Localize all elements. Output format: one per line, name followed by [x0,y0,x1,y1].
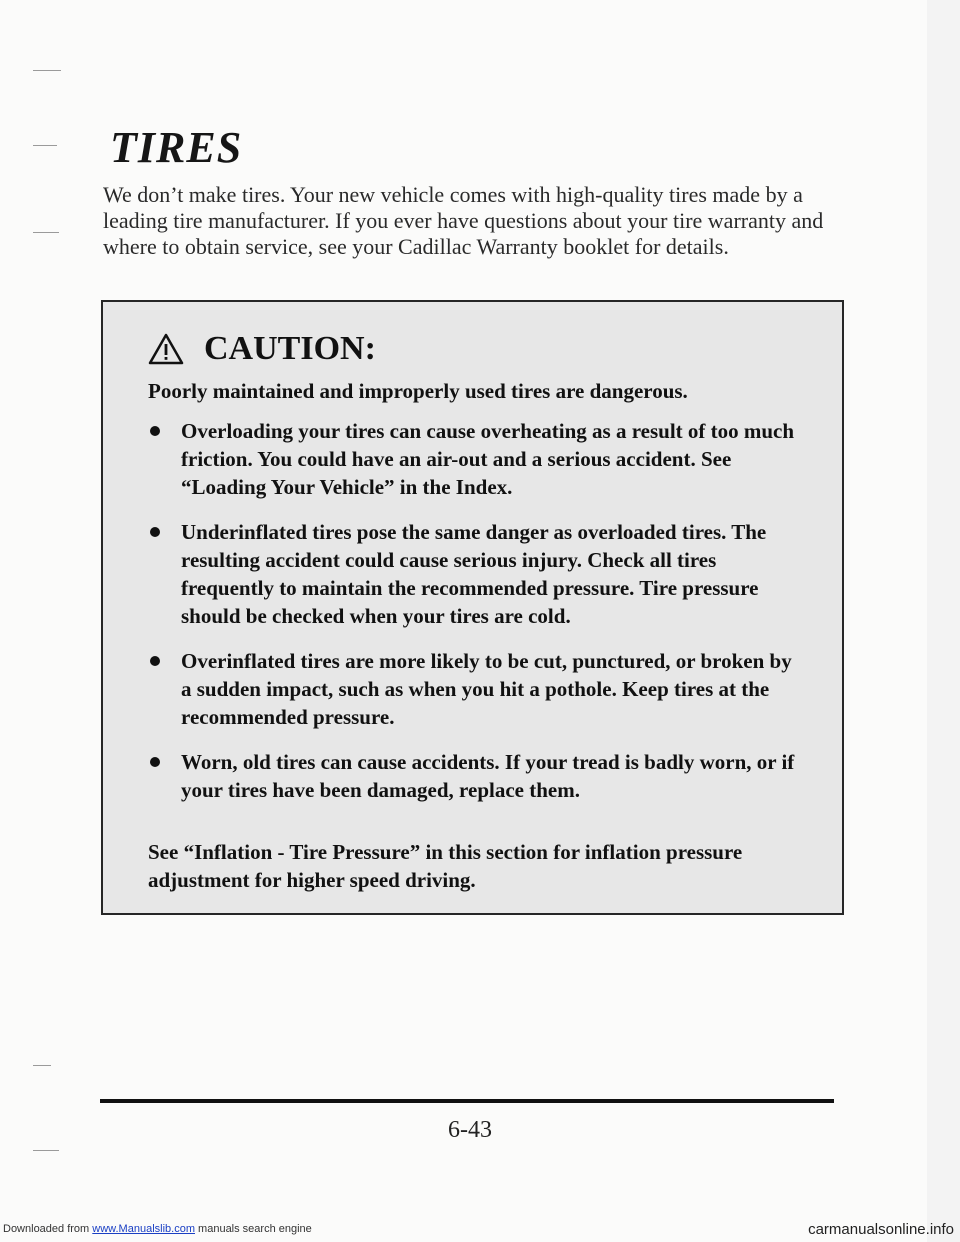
bullet-icon [150,656,160,666]
caution-bullet [148,647,798,731]
caution-bullet-text: Underinflated tires pose the same danger as overloaded tires. The resulting accident could cause serious injury. Check all tires frequently to maintain the recommended pressure. Tire pressure should be checked when your tires are cold. [181,520,767,628]
caution-lead: Poorly maintained and improperly used tires are dangerous. [148,379,688,403]
footer-rule [100,1099,834,1103]
watermark-suffix: manuals search engine [198,1223,312,1235]
caution-bullet-text: Overloading your tires can cause overheating as a result of too much friction. You could have an air-out and a serious accident. See “Loading Your Vehicle” in the Index. [181,419,795,499]
manualslib-link[interactable]: www.Manualslib.com [92,1223,195,1235]
margin-mark [33,232,59,233]
watermark-site: carmanualsonline.info [808,1221,954,1238]
page-number: 6-43 [448,1117,492,1143]
watermark-source [3,1223,312,1235]
margin-mark [33,1150,59,1151]
section-title: TIRES [110,123,243,172]
caution-heading-text: CAUTION: [204,330,376,367]
caution-bullet-text: Worn, old tires can cause accidents. If your tread is badly worn, or if your tires have been damaged, replace them. [181,750,795,802]
caution-bullet-text: Overinflated tires are more likely to be cut, punctured, or broken by a sudden impact, such as when you hit a pothole. Keep tires at the recommended pressure. [181,649,792,729]
margin-mark [33,145,57,146]
watermark-bar [0,1219,960,1242]
caution-bullet-list [148,417,798,821]
caution-footer: See “Inflation - Tire Pressure” in this section for inflation pressure adjustment for higher speed driving. [148,840,743,892]
caution-bullet [148,518,798,630]
bullet-icon [150,757,160,767]
caution-bullet [148,748,798,804]
caution-bullet [148,417,798,501]
caution-heading [148,330,376,368]
bullet-icon [150,426,160,436]
margin-mark [33,70,61,71]
warning-triangle-icon [148,333,184,365]
intro-paragraph: We don’t make tires. Your new vehicle comes with high-quality tires made by a leading tire manufacturer. If you ever have questions about your tire warranty and where to obtain service, see your Cadillac Warranty booklet for details. [103,182,824,259]
margin-mark [33,1065,51,1066]
caution-box [101,300,844,915]
bullet-icon [150,527,160,537]
watermark-prefix: Downloaded from [3,1223,90,1235]
page-edge-strip [927,0,960,1242]
